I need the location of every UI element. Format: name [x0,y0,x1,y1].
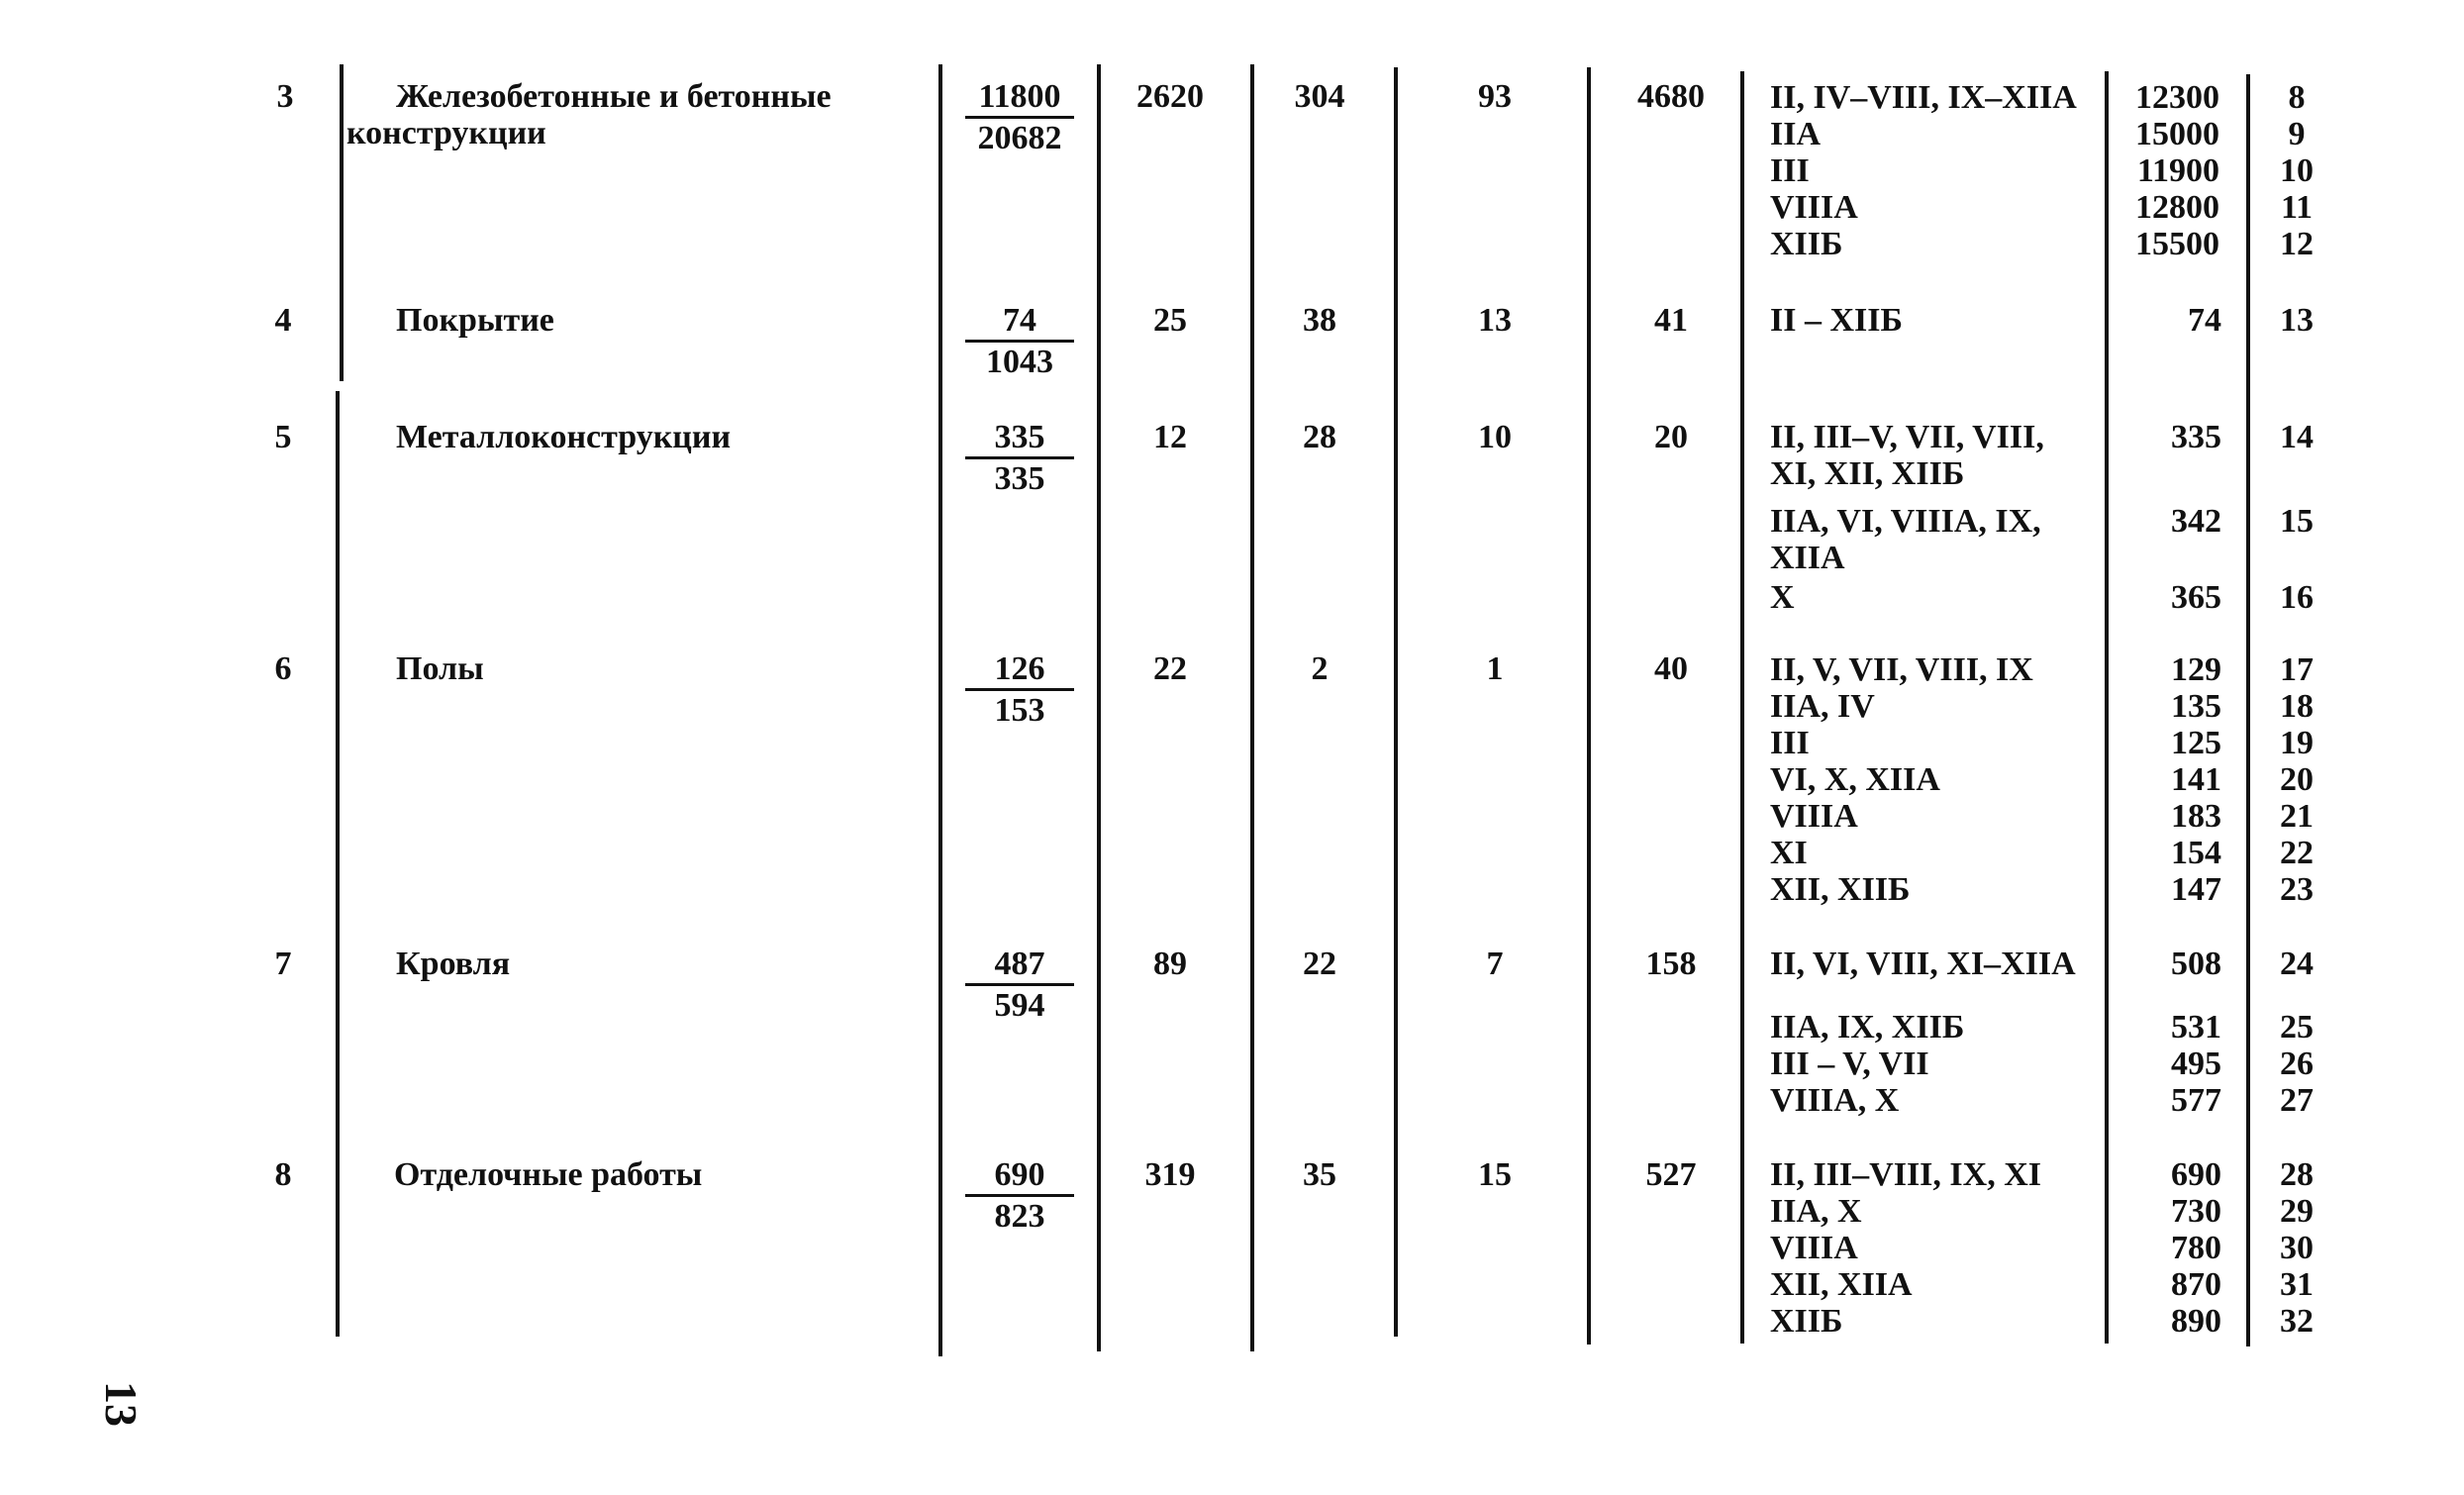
cell-value: 304 [1294,78,1345,115]
row-number: 8 [274,1156,292,1193]
district-value: 11900 [2136,152,2219,189]
district-list: II, IV–VIII, IX–XIIA [1770,79,2077,116]
district-list: XII, XIIA [1770,1266,1913,1303]
cell-value: 25 [1153,302,1187,339]
line-index: 16 [2280,579,2314,616]
fraction-numerator: 487 [965,946,1074,986]
district-value: 890 [2171,1303,2221,1340]
district-value: 147 [2171,871,2221,908]
district-value: 577 [2171,1082,2221,1119]
district-value: 154 [2171,835,2221,871]
district-value: 495 [2171,1046,2221,1082]
cell-value: 40 [1654,650,1688,687]
line-index: 20 [2280,761,2314,798]
district-value: 690 [2171,1156,2221,1193]
cell-value: 35 [1303,1156,1336,1193]
district-list: X [1770,579,1795,616]
fraction [965,946,1074,1024]
cell-value: 22 [1153,650,1187,687]
fraction-denominator: 1043 [986,344,1053,380]
cell-value: 1 [1486,650,1504,687]
cell-value: 319 [1144,1156,1196,1193]
cell-value: 158 [1645,946,1697,982]
line-index: 29 [2280,1193,2314,1230]
fraction-denominator: 335 [994,460,1045,497]
cell-value: 13 [1478,302,1512,339]
cell-value: 20 [1654,419,1688,455]
line-index: 21 [2280,798,2314,835]
line-index: 30 [2280,1230,2314,1266]
column-rule [1250,64,1254,1351]
district-value: 183 [2171,798,2221,835]
district-list-continued: XI, XII, XIIБ [1770,455,1965,492]
column-rule [938,64,942,1356]
row-number: 5 [274,419,292,455]
line-index: 17 [2280,651,2314,688]
district-list: III – V, VII [1770,1046,1929,1082]
district-value: 870 [2171,1266,2221,1303]
column-rule [2246,74,2250,1346]
district-list: IIA, IV [1770,688,1875,725]
line-index: 12 [2280,226,2314,262]
line-index: 32 [2280,1303,2314,1340]
district-list: II, III–V, VII, VIII, [1770,419,2044,455]
district-list: II, III–VIII, IX, XI [1770,1156,2041,1193]
district-list: XII, XIIБ [1770,871,1911,908]
district-list: III [1770,725,1810,761]
cell-value: 12 [1153,419,1187,455]
district-value: 335 [2171,419,2221,455]
row-number: 7 [274,946,292,982]
district-value: 129 [2171,651,2221,688]
page-number: 13 [96,1381,147,1427]
district-value: 141 [2171,761,2221,798]
fraction-denominator: 823 [994,1198,1045,1235]
district-list: II, V, VII, VIII, IX [1770,651,2033,688]
column-rule [340,64,344,381]
row-name: Отделочные работы [394,1156,703,1193]
district-list: IIA [1770,116,1822,152]
district-value: 74 [2188,302,2221,339]
column-rule [336,391,340,1337]
fraction-numerator: 690 [965,1156,1074,1197]
line-index: 27 [2280,1082,2314,1119]
line-index: 25 [2280,1009,2314,1046]
district-list: VIIIA [1770,189,1858,226]
district-value: 780 [2171,1230,2221,1266]
cell-value: 93 [1478,78,1512,115]
cell-value: 2620 [1136,78,1204,115]
district-list: IIA, IX, XIIБ [1770,1009,1965,1046]
district-value: 12800 [2135,189,2219,226]
district-list: IIA, X [1770,1193,1862,1230]
cell-value: 2 [1311,650,1329,687]
district-value: 730 [2171,1193,2221,1230]
row-name: Кровля [396,946,511,982]
district-list: XI [1770,835,1808,871]
district-list: II – XIIБ [1770,302,1903,339]
district-list: III [1770,152,1810,189]
fraction [965,650,1074,729]
column-rule [1740,71,1744,1344]
line-index: 22 [2280,835,2314,871]
district-value: 508 [2171,946,2221,982]
fraction-denominator: 594 [994,987,1045,1024]
fraction [965,1156,1074,1235]
fraction-numerator: 126 [965,650,1074,691]
district-list: VIIIA [1770,1230,1858,1266]
line-index: 26 [2280,1046,2314,1082]
row-number: 3 [276,78,294,115]
district-value: 365 [2171,579,2221,616]
line-index: 18 [2280,688,2314,725]
fraction [965,78,1074,156]
line-index: 15 [2280,503,2314,540]
district-value: 125 [2171,725,2221,761]
column-rule [1097,64,1101,1351]
row-number: 4 [274,302,292,339]
row-name: Покрытие [396,302,554,339]
fraction-numerator: 335 [965,419,1074,459]
line-index: 31 [2280,1266,2314,1303]
district-list: VIIIA, X [1770,1082,1900,1119]
line-index: 11 [2280,189,2314,226]
cell-value: 15 [1478,1156,1512,1193]
fraction-denominator: 153 [994,692,1045,729]
district-list-continued: XIIA [1770,540,1845,576]
district-list: IIA, VI, VIIIA, IX, [1770,503,2041,540]
cell-value: 28 [1303,419,1336,455]
line-index: 9 [2288,116,2306,152]
district-value: 135 [2171,688,2221,725]
row-name-continued: конструкции [346,115,546,151]
fraction [965,302,1074,380]
cell-value: 7 [1486,946,1504,982]
cell-value: 38 [1303,302,1336,339]
row-name: Железобетонные и бетонные [396,78,832,115]
cell-value: 41 [1654,302,1688,339]
cell-value: 4680 [1637,78,1705,115]
column-rule [2105,71,2109,1344]
line-index: 23 [2280,871,2314,908]
fraction [965,419,1074,497]
district-value: 15500 [2135,226,2219,262]
district-list: VI, X, XIIA [1770,761,1940,798]
line-index: 13 [2280,302,2314,339]
line-index: 10 [2280,152,2314,189]
line-index: 19 [2280,725,2314,761]
district-list: XIIБ [1770,226,1843,262]
row-name: Металлоконструкции [396,419,732,455]
fraction-numerator: 11800 [965,78,1074,119]
fraction-numerator: 74 [965,302,1074,343]
district-list: VIIIA [1770,798,1858,835]
row-name: Полы [396,650,484,687]
fraction-denominator: 20682 [977,120,1062,156]
line-index: 28 [2280,1156,2314,1193]
cell-value: 89 [1153,946,1187,982]
district-value: 531 [2171,1009,2221,1046]
cell-value: 10 [1478,419,1512,455]
district-list: II, VI, VIII, XI–XIIA [1770,946,2076,982]
column-rule [1587,67,1591,1345]
row-number: 6 [274,650,292,687]
cell-value: 527 [1645,1156,1697,1193]
cell-value: 22 [1303,946,1336,982]
line-index: 24 [2280,946,2314,982]
district-list: XIIБ [1770,1303,1843,1340]
district-value: 12300 [2135,79,2219,116]
line-index: 8 [2288,79,2306,116]
district-value: 342 [2171,503,2221,540]
line-index: 14 [2280,419,2314,455]
column-rule [1394,67,1398,1337]
district-value: 15000 [2135,116,2219,152]
